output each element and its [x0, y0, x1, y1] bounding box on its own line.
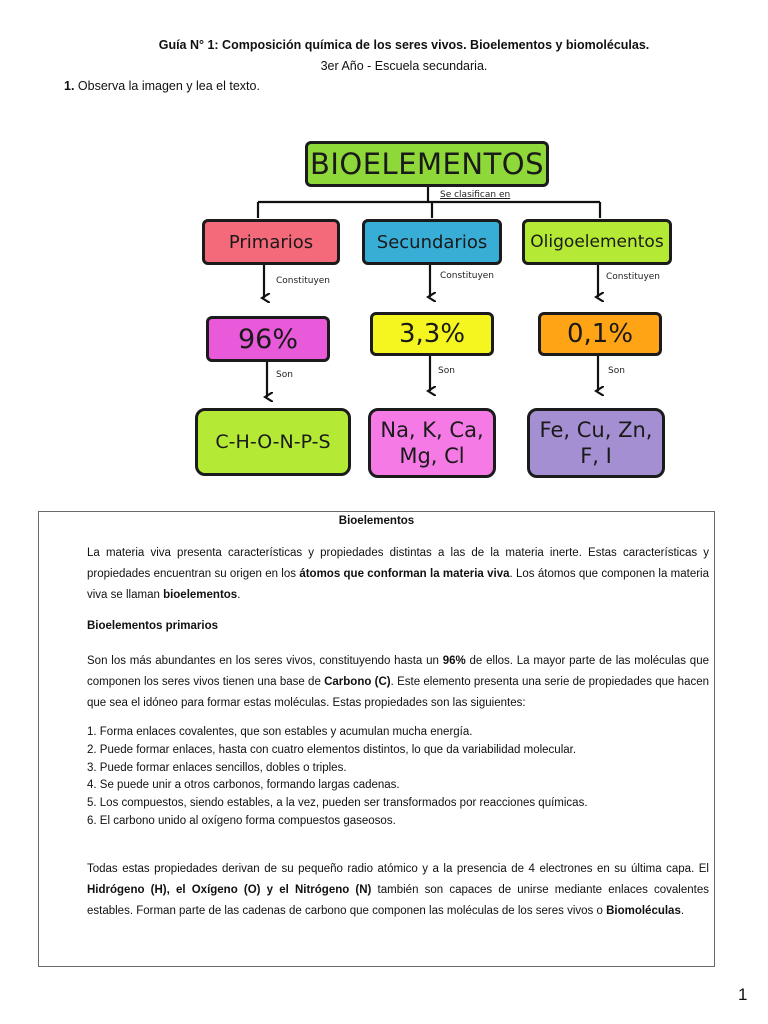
percent-secundarios-value: 3,3%: [398, 319, 466, 349]
document-title: Guía N° 1: Composición química de los seres vivos. Bioelementos y biomoléculas.: [158, 38, 650, 52]
page-number: 1: [738, 985, 748, 1004]
primary-bold-1: 96%: [442, 655, 466, 667]
closing-text-2: también son capaces de unirse mediante enlaces covalentes estables. Forman parte de las cadenas de carbono que componen las moléculas de los seres vivos o: [87, 884, 709, 917]
list-item: 5. Los compuestos, siendo estables, a la vez, pueden ser transformados por reacciones químicas.: [87, 797, 588, 810]
intro-paragraph: [87, 543, 709, 606]
elements-oligo-line2: F, I: [580, 444, 612, 468]
root-label: BIOELEMENTOS: [309, 147, 545, 181]
category-primarios-label: Primarios: [228, 231, 314, 253]
percent-primarios-value: 96%: [237, 323, 298, 355]
elements-primarios-value: C-H-O-N-P-S: [215, 431, 331, 453]
elements-secundarios: [368, 408, 496, 478]
elements-oligoelementos: [527, 408, 665, 478]
closing-paragraph: [87, 859, 709, 922]
instruction-text: Observa la imagen y lea el texto.: [74, 79, 260, 93]
closing-text-1: Todas estas propiedades derivan de su pequeño radio atómico y a la presencia de 4 electrones en su última capa. El: [87, 863, 709, 875]
elements-secundarios-line1: Na, K, Ca,: [380, 418, 484, 442]
closing-bold-1: Hidrógeno (H), el Oxígeno (O) y el Nitrógeno (N): [87, 884, 372, 896]
intro-bold-2: bioelementos: [163, 589, 238, 601]
percent-primarios: [206, 316, 330, 362]
document-subtitle: 3er Año - Escuela secundaria.: [320, 59, 488, 73]
panel-heading: Bioelementos: [338, 515, 415, 527]
elements-oligo-line1: Fe, Cu, Zn,: [539, 418, 653, 442]
percent-secundarios: [370, 312, 494, 356]
list-item: 4. Se puede unir a otros carbonos, formando largas cadenas.: [87, 779, 400, 792]
closing-bold-2: Biomoléculas: [606, 905, 681, 917]
category-primarios: [202, 219, 340, 265]
intro-bold-1: átomos que conforman la materia viva: [299, 568, 510, 580]
son-label-primarios: Son: [276, 370, 293, 380]
list-item: 6. El carbono unido al oxígeno forma compuestos gaseosos.: [87, 814, 396, 827]
percent-oligoelementos: [538, 312, 662, 356]
elements-primarios: [195, 408, 351, 476]
elements-secundarios-line2: Mg, Cl: [399, 444, 465, 468]
intro-text-1: La materia viva presenta características y propiedades distintas a las de la materia inerte. Estas características y propiedades encuentran su origen en los: [87, 547, 709, 580]
closing-text-3: .: [680, 905, 685, 917]
intro-text-3: .: [237, 589, 241, 601]
primary-text-1: Son los más abundantes en los seres vivos, constituyendo hasta un: [87, 655, 443, 667]
son-label-secundarios: Son: [438, 366, 455, 376]
primary-heading: Bioelementos primarios: [87, 620, 219, 632]
intro-text-2: . Los átomos que componen la materia viva se llaman: [87, 568, 710, 601]
category-oligoelementos: [522, 219, 672, 265]
primary-paragraph: [87, 651, 709, 714]
primary-text-2: de ellos. La mayor parte de las moléculas que componen los seres vivos tienen una base de: [87, 655, 709, 688]
category-secundarios: [362, 219, 502, 265]
primary-text-3: . Este elemento presenta una serie de propiedades que hacen que sea el idóneo para formar estas moléculas. Estas propiedades son las siguientes:: [87, 676, 710, 709]
instruction-number: 1.: [64, 79, 75, 93]
constituyen-label-primarios: Constituyen: [276, 276, 331, 286]
list-item: 1. Forma enlaces covalentes, que son estables y acumulan mucha energía.: [87, 726, 473, 738]
constituyen-label-secundarios: Constituyen: [440, 271, 495, 281]
list-item: 3. Puede formar enlaces sencillos, dobles o triples.: [87, 761, 347, 774]
constituyen-label-oligo: Constituyen: [606, 272, 661, 282]
percent-oligoelementos-value: 0,1%: [566, 319, 634, 349]
classify-label: Se clasifican en: [440, 190, 511, 200]
son-label-oligo: Son: [608, 366, 625, 376]
category-oligoelementos-label: Oligoelementos: [530, 232, 664, 252]
carbon-properties-list: [87, 724, 588, 831]
primary-bold-2: Carbono (C): [324, 676, 391, 688]
root-node: [305, 141, 549, 187]
list-item: 2. Puede formar enlaces, hasta con cuatro elementos distintos, lo que da variabilidad molecular.: [87, 743, 577, 756]
bioelementos-text-panel: [38, 511, 715, 967]
category-secundarios-label: Secundarios: [376, 231, 488, 253]
